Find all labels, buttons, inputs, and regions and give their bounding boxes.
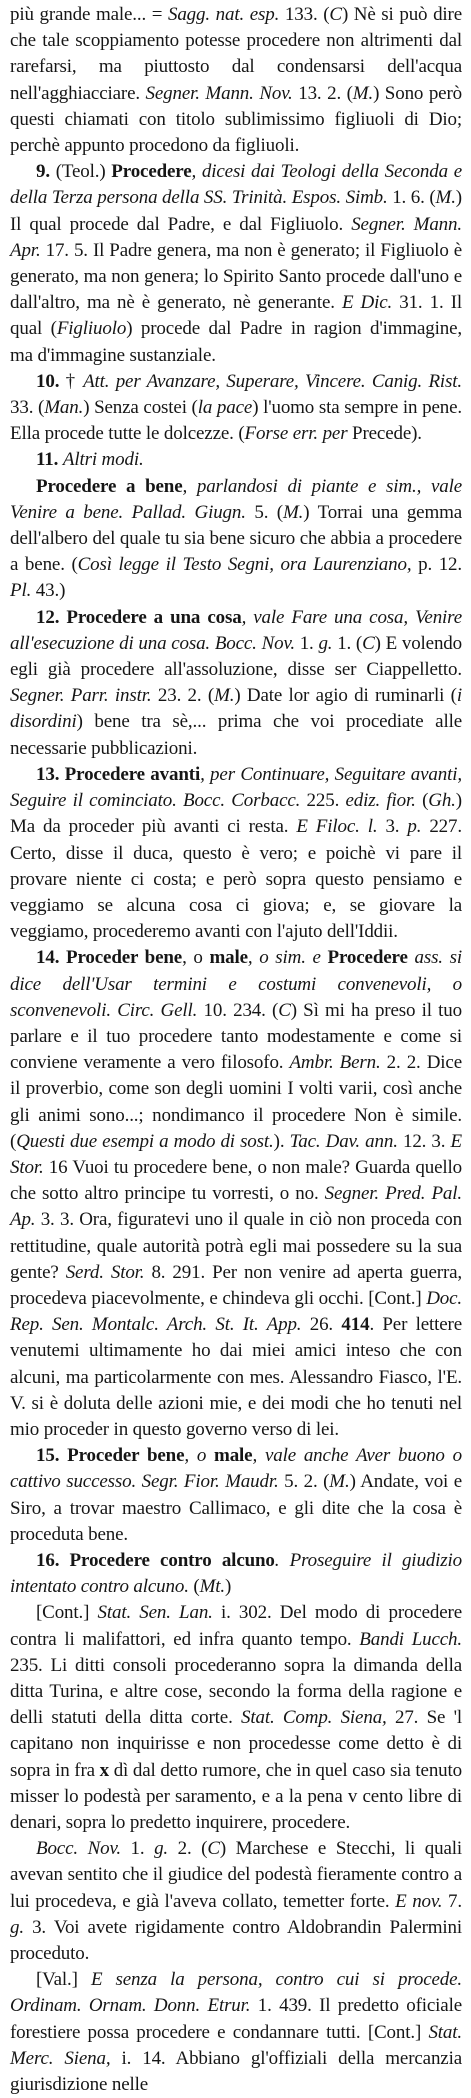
entry-paragraph xyxy=(10,1600,462,1836)
text-segment: male xyxy=(209,947,248,969)
text-segment: i. 14. Abbiano gl'offiziali della mercanzia giurisdizione nelle xyxy=(10,2047,462,2096)
text-segment: dì dal detto rumore, che in quel caso sia tenuto misser lo podestà per saramento, e a la pena v cento libre di denari, sopra lo predetto inquirere, procedere. xyxy=(10,1759,462,1834)
text-segment: , parlandosi di piante e sim., vale Venire a bene. Pallad. Giugn. xyxy=(10,475,463,523)
text-segment: 8. 291. Per non venire ad aperta guerra, procedeva piacevolmente, e chindeva gli occhi. [Cont.] xyxy=(10,1261,463,1309)
text-segment: . Per lettere venutemi ultimamente ho dai miei amici inteso che con alcuni, ma particolarmente con mes. Alessandro Fiasco, l'E. V. si è doluta delle azioni mie, e dei modi che ho tenuti nel mio proceder in questo governo verso di lei. xyxy=(10,1314,462,1440)
text-segment: 5. ( xyxy=(245,501,283,523)
text-segment: M. xyxy=(282,501,304,523)
text-segment: 14. Proceder bene xyxy=(36,947,183,969)
text-segment: ass. si dice dell'Usar termini e costumi convenevoli, o sconvenevoli. Circ. Gell. xyxy=(10,947,462,1021)
text-segment: g. xyxy=(154,1838,169,1860)
text-segment: Bocc. Nov. xyxy=(36,1838,121,1860)
text-segment: 7. xyxy=(442,1890,462,1912)
text-segment: (Teol.) xyxy=(55,161,112,183)
text-segment: 27. Se 'l capitano non inquirisse e non procedesse come detto è di sopra in fra xyxy=(10,1707,463,1781)
text-segment: , o xyxy=(184,1445,215,1467)
text-segment: Questi due esempi a modo di sost. xyxy=(16,1130,274,1152)
text-segment: 227. Certo, disse il duca, questo è vero; e poichè vi pare il provare niente ci costa; e però sopra questo pensiamo e veggiamo se alcuna cosa ci giova; e, se giovare la veggiamo, procederemo avanti con l'ajuto dell'Iddii. xyxy=(10,816,462,943)
text-segment: Procedere a bene xyxy=(36,475,183,497)
text-segment: ) E volendo egli già procedere all'assoluzione, disse ser Ciappelletto. xyxy=(10,632,463,681)
text-segment: 133. ( xyxy=(279,4,330,25)
text-segment: ) Date lor agio di ruminarli ( xyxy=(234,685,457,707)
text-segment: , dicesi dai Teologi della Seconda e della Terza persona della SS. Trinità. Espos. Simb. xyxy=(10,161,462,209)
text-segment: 23. 2. ( xyxy=(151,685,215,707)
text-segment: 12. Procedere a una cosa xyxy=(36,606,242,628)
text-segment: M. xyxy=(352,82,374,104)
text-segment: Figliuolo xyxy=(56,318,127,340)
text-segment: 3. 3. Ora, figuratevi uno il quale in ciò non proceda con rettitudine, quale autorità potrà egli mai possedere su la sua gente? xyxy=(10,1209,462,1283)
text-segment: E Filoc. l. xyxy=(296,816,378,838)
text-segment: Stat. Sen. Lan. xyxy=(97,1602,221,1624)
text-segment: C xyxy=(207,1838,220,1860)
text-segment: , per Continuare, Seguitare avanti, Seguire il cominciato. Bocc. Corbacc. xyxy=(10,763,462,812)
text-segment: 31. 1. Il qual ( xyxy=(10,292,463,340)
text-segment: 13. 2. ( xyxy=(292,82,353,104)
text-segment: Tac. Dav. ann. xyxy=(289,1130,398,1152)
text-segment: ). xyxy=(273,1130,290,1152)
entry-paragraph xyxy=(10,474,462,605)
text-segment: , vale anche Aver buono o cattivo successo. Segr. Fior. Maudr. xyxy=(10,1445,462,1493)
text-segment: Sagg. nat. esp. xyxy=(167,4,280,25)
text-segment: Segner. Parr. instr. xyxy=(10,685,152,707)
text-segment: E Dic. xyxy=(341,292,393,314)
text-segment: ) bene tra sè,... prima che voi procediate alle necessarie pubblicazioni. xyxy=(10,711,462,759)
text-segment: p. xyxy=(407,816,422,838)
text-segment: 1. xyxy=(294,632,319,654)
text-segment: Segner. Mann. Apr. xyxy=(10,213,462,261)
text-segment: 2. ( xyxy=(168,1838,208,1860)
text-segment: più grande male... = xyxy=(10,4,168,25)
text-segment: ( xyxy=(188,1576,200,1598)
text-segment: 17. 5. Il Padre genera, ma non è generato; il Figliuolo è generato, ma non genera; lo Spirito Santo procede dall'uno e dall'altro, ma nè è generato, nè generante. xyxy=(10,239,462,314)
text-segment: Segner. Mann. Nov. xyxy=(145,82,293,104)
text-segment: x xyxy=(99,1759,109,1781)
text-segment: ) procede dal Padre in ragion d'immagine, ma d'immagine sustanziale. xyxy=(10,318,463,366)
text-segment: male xyxy=(214,1445,253,1467)
entry-paragraph xyxy=(10,605,462,762)
text-segment: 10. 234. ( xyxy=(197,999,279,1021)
text-segment: ) Sono però questi chiamati con titolo sublimissimo figliuoli di Dio; perchè appunto procedono da figliuoli. xyxy=(10,82,462,157)
text-segment: Segner. Pred. Pal. Ap. xyxy=(10,1183,462,1231)
text-segment: M. xyxy=(329,1471,350,1493)
text-segment: M. xyxy=(214,685,235,707)
text-segment: 15. Proceder bene xyxy=(36,1445,185,1467)
text-segment: ediz. fior. xyxy=(345,790,416,812)
text-segment: [Cont.] xyxy=(36,1602,98,1624)
text-segment: ) Ma da proceder più avanti ci resta. xyxy=(10,790,462,838)
text-segment: 16 Vuoi tu procedere bene, o non male? Guarda quello che sotto altro principe tu vorresti, o no. xyxy=(10,1156,462,1205)
text-segment: 1. ( xyxy=(332,632,363,654)
text-segment: . Proseguire il giudizio intentato contro alcuno. xyxy=(10,1549,462,1598)
text-segment: 12. 3. xyxy=(397,1130,451,1152)
text-segment: 26. xyxy=(301,1314,342,1336)
text-segment: Forse err. per xyxy=(244,423,348,445)
text-segment: C xyxy=(329,4,342,25)
text-segment: Stat. Merc. Siena, xyxy=(10,2021,462,2069)
entry-paragraph xyxy=(10,762,462,945)
text-segment: p. 12. xyxy=(411,554,463,576)
entry-paragraph xyxy=(10,1548,462,1600)
text-segment: Così legge il Testo Segni, ora Laurenziano, xyxy=(77,554,412,576)
text-segment: C xyxy=(362,632,375,654)
entry-paragraph xyxy=(10,1836,462,1967)
text-segment: ) Andate, voi e Siro, a trovar maestro Callimaco, e gli dite che la cosa è proceduta bene. xyxy=(10,1471,462,1545)
text-segment: Altri modi. xyxy=(62,449,144,471)
text-segment: E Stor. xyxy=(10,1130,462,1178)
entry-paragraph xyxy=(10,945,462,1443)
text-segment: Bandi Lucch. xyxy=(359,1628,462,1650)
text-segment: 2. 2. Dice il proverbio, come son degli uomini I volti varii, così anche gli animi sono...; nondimanco il procedere Non è simile. ( xyxy=(10,1052,462,1152)
text-segment: , vale Fare una cosa, Venire all'esecuzione di una cosa. Bocc. Nov. xyxy=(10,606,462,654)
text-segment: ( xyxy=(415,790,429,812)
text-segment: ) l'uomo sta sempre in pene. Ella procede tutte le dolcezze. ( xyxy=(10,397,462,445)
text-segment: 3. xyxy=(377,816,408,838)
entry-paragraph xyxy=(10,159,462,369)
text-segment: 414 xyxy=(341,1314,370,1336)
text-segment: 225. xyxy=(300,790,346,812)
text-segment: ) Marchese e Stecchi, li quali avevan sentito che il giudice del podestà fieramente contro a lui procedeva, e già l'aveva collato, temetter forte. xyxy=(10,1838,462,1912)
text-segment: Doc. Rep. Sen. Montalc. Arch. St. It. App. xyxy=(10,1287,462,1336)
text-segment: ) xyxy=(225,1576,232,1598)
entry-paragraph xyxy=(10,369,462,448)
text-segment: la pace xyxy=(197,397,253,419)
text-segment: , o sim. e xyxy=(247,947,328,969)
text-segment: g. xyxy=(10,1916,24,1938)
text-segment: E nov. xyxy=(395,1890,443,1912)
text-segment: Procedere xyxy=(327,947,408,969)
text-segment: 13. Procedere avanti xyxy=(36,763,201,785)
text-segment: Ambr. Bern. xyxy=(289,1052,381,1074)
text-segment: 43.) xyxy=(31,580,66,602)
text-segment: 3. Voi avete rigidamente contro Aldobrandin Palermini proceduto. xyxy=(10,1916,462,1965)
text-segment: i. 302. Del modo di procedere contra li malifattori, ed infra quanto tempo. xyxy=(10,1602,463,1650)
text-segment: g. xyxy=(318,632,333,654)
text-segment: Precede). xyxy=(347,423,422,445)
entry-paragraph xyxy=(10,1967,462,2098)
text-segment: 1. 439. Il predetto oficiale forestiere possa procedere e condannare tutti. [Cont.] xyxy=(10,1995,462,2043)
text-segment: Stat. Comp. Siena, xyxy=(241,1707,387,1729)
text-segment: 9. xyxy=(36,161,56,183)
entry-paragraph xyxy=(10,1443,462,1548)
text-segment: 1. xyxy=(120,1838,155,1860)
entry-paragraph xyxy=(10,447,462,473)
text-segment: ) Senza costei ( xyxy=(83,397,198,419)
text-segment: 235. Li ditti consoli procederanno sopra la dimanda della ditta Turina, e altre cose, secondo la forma della ragione e delli statuti della ditta corte. xyxy=(10,1654,462,1729)
text-segment: ) Il qual procede dal Padre, e dal Figliuolo. xyxy=(10,187,462,235)
text-segment: [Val.] xyxy=(36,1969,91,1991)
text-segment: Pl. xyxy=(10,580,32,602)
text-segment: Att. per Avanzare, Superare, Vincere. Canig. Rist. xyxy=(83,370,463,392)
text-segment: 16. Procedere contro alcuno xyxy=(36,1549,275,1571)
text-segment: Gh. xyxy=(428,790,456,812)
text-segment: E senza la persona, contro cui si procede. Ordinam. Ornam. Donn. Etrur. xyxy=(10,1969,462,2017)
text-segment: , o xyxy=(182,947,210,969)
text-segment: ) Sì mi ha preso il tuo parlare e il tuo procedere tanto modestamente e come si conviene veramente a vero filosofo. xyxy=(10,999,462,1074)
text-segment: Procedere xyxy=(111,161,192,183)
entry-paragraph xyxy=(10,2,462,159)
text-segment: Man. xyxy=(44,397,84,419)
text-segment: 5. 2. ( xyxy=(278,1471,330,1493)
text-segment: 1. 6. ( xyxy=(387,187,436,209)
text-segment: 11. xyxy=(36,449,63,471)
text-segment: ) Nè si può dire che tale scoppiamento potesse procedere non altrimenti dal rarefarsi, ma piuttosto dal condensarsi dell'acqua nell'agghiacciare. xyxy=(10,4,463,104)
text-segment: † xyxy=(65,370,84,392)
text-segment: ) Torrai una gemma dell'albero del quale tu sia bene sicuro che abbia a procedere a bene. ( xyxy=(10,501,462,576)
text-segment: 33. ( xyxy=(10,397,45,419)
text-segment: Serd. Stor. xyxy=(65,1261,145,1283)
text-segment: M. xyxy=(435,187,456,209)
text-segment: 10. xyxy=(36,370,66,392)
text-segment: Mt. xyxy=(199,1576,225,1598)
text-segment: C xyxy=(278,999,291,1021)
text-segment: i disordini xyxy=(10,685,462,733)
